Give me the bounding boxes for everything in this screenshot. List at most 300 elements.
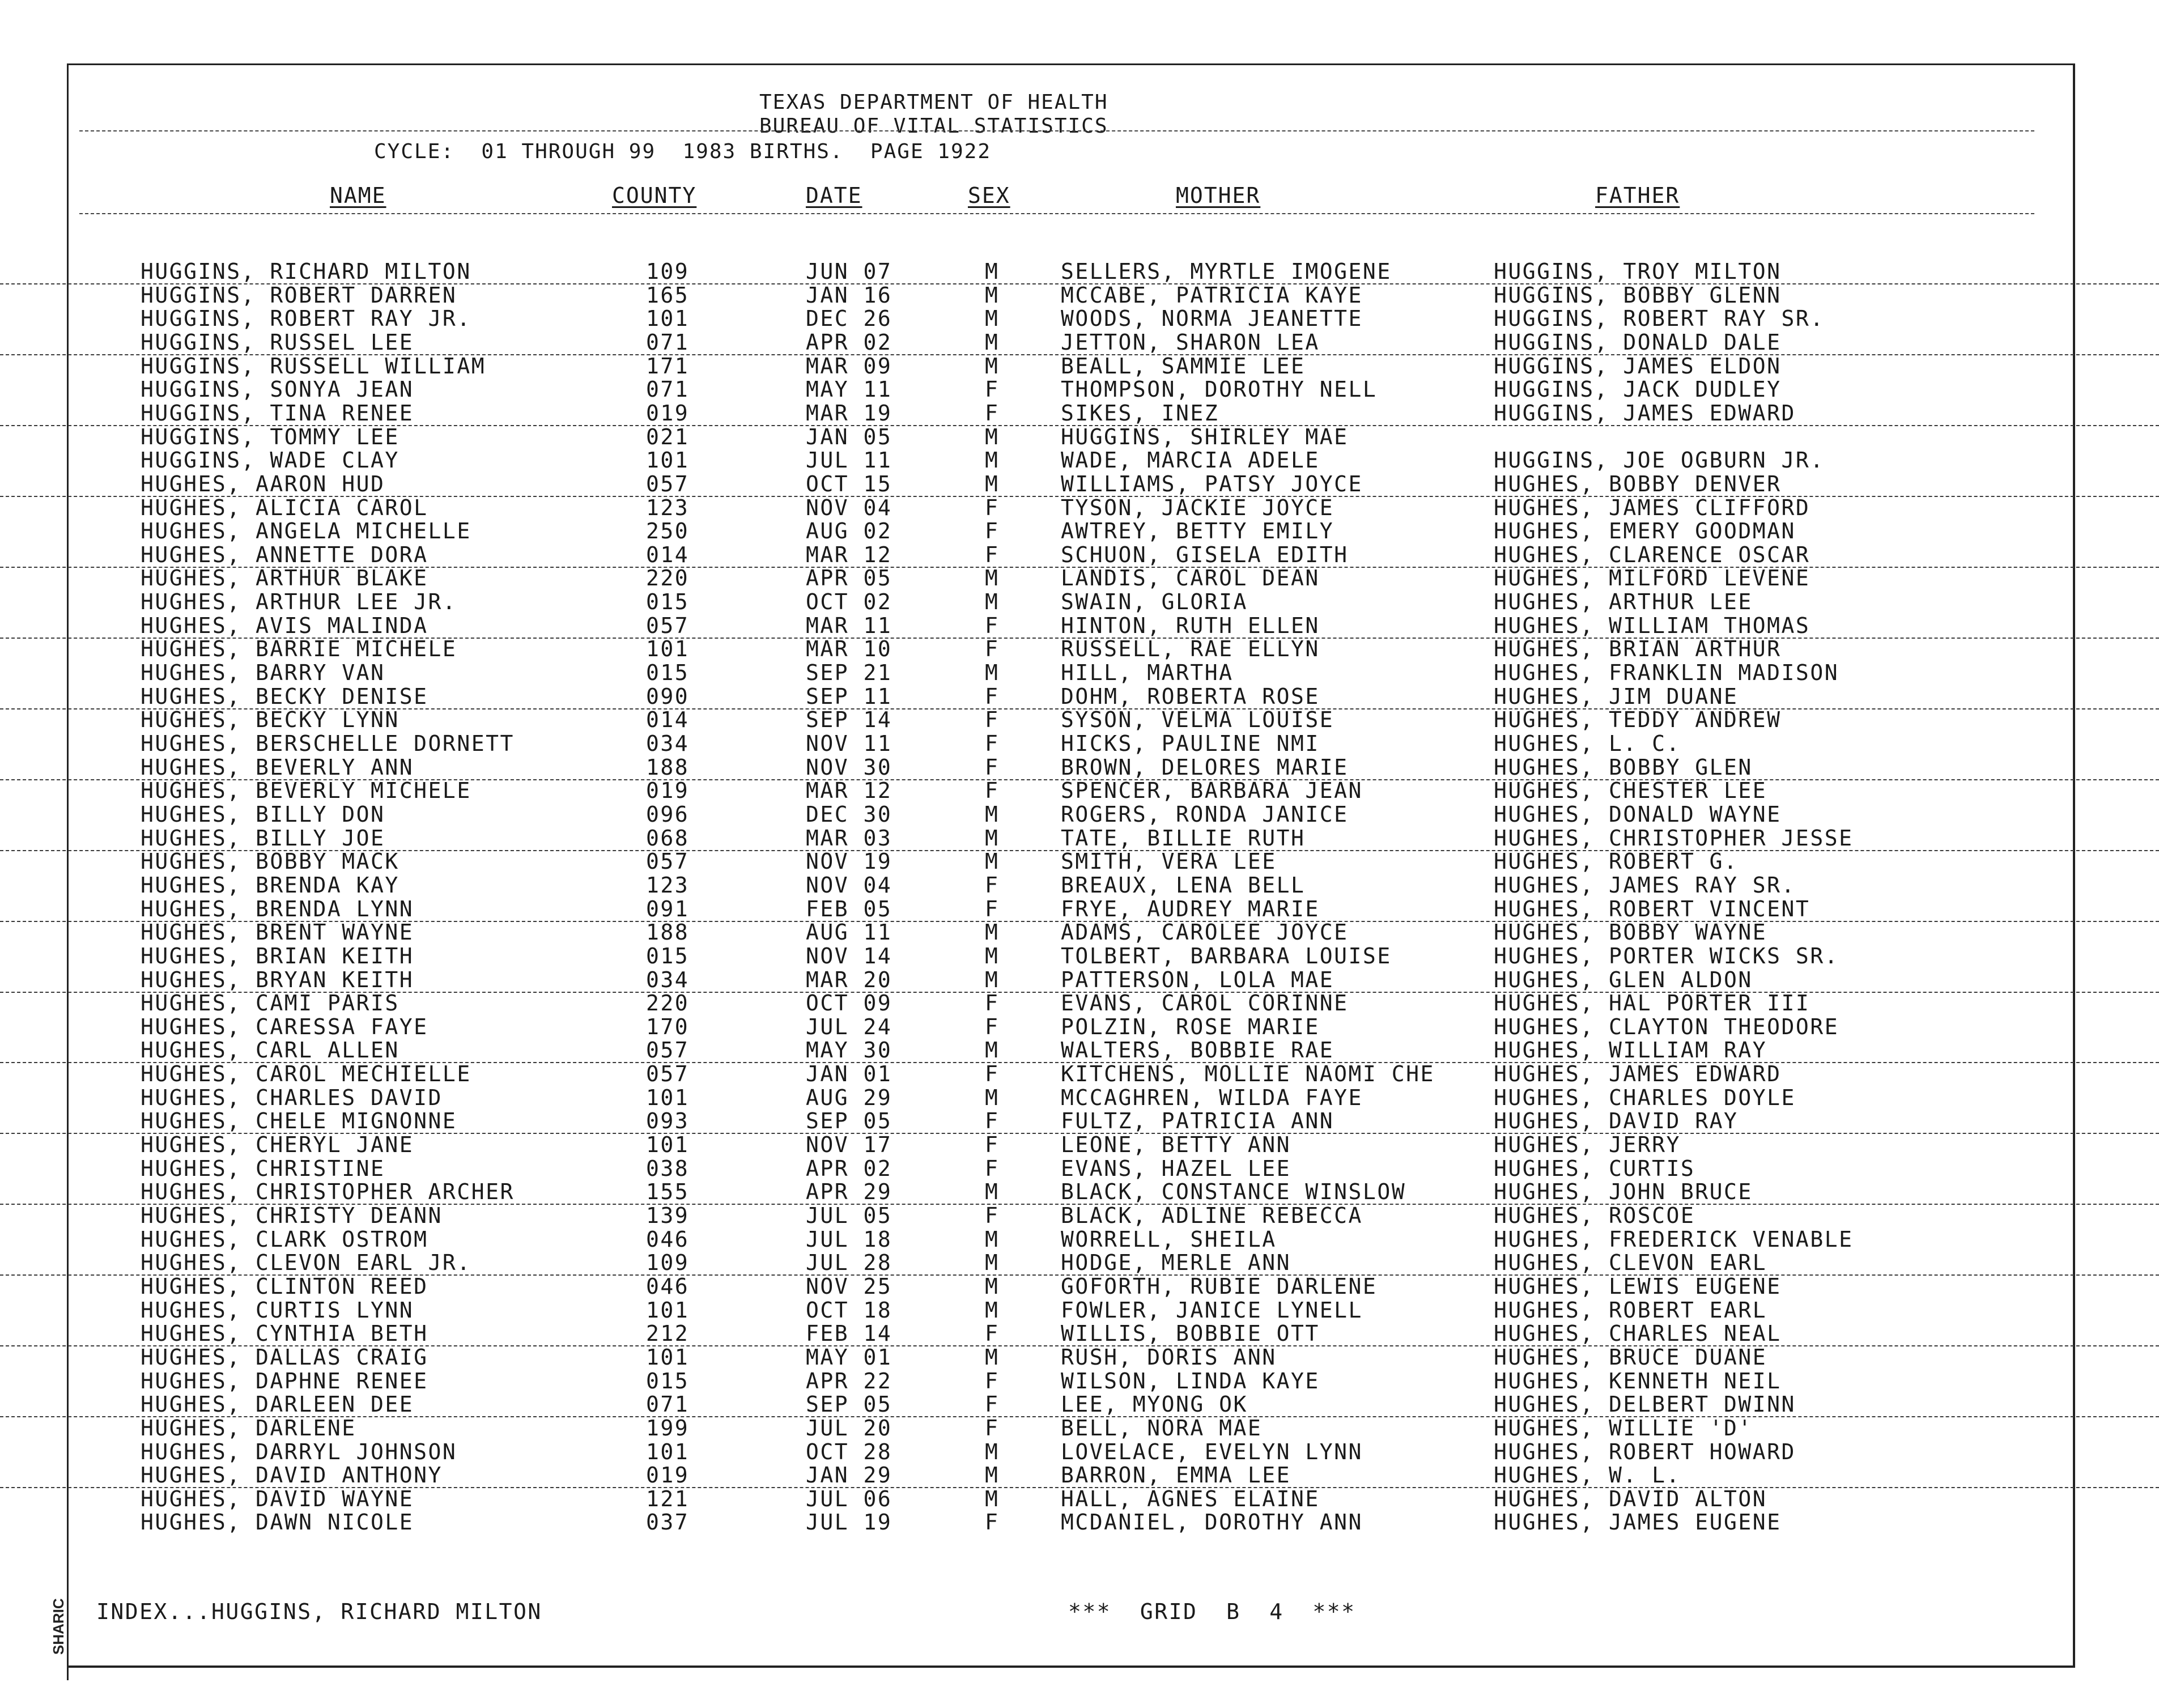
record-row [0, 354, 2159, 378]
record-mother: PATTERSON, LOLA MAE [1061, 967, 1334, 992]
column-header-mother: MOTHER [1176, 183, 1261, 208]
record-sex: M [985, 1227, 1000, 1252]
record-sex: M [985, 259, 1000, 284]
record-county: 071 [646, 377, 690, 402]
record-county: 171 [646, 354, 690, 379]
record-county: 038 [646, 1156, 690, 1181]
record-county: 220 [646, 991, 690, 1016]
record-row [0, 260, 2159, 284]
record-name: HUGHES, DARRYL JOHNSON [141, 1439, 457, 1464]
column-header-father: FATHER [1595, 183, 1680, 208]
record-sex: M [985, 283, 1000, 308]
record-sex: M [985, 826, 1000, 851]
record-row [0, 519, 2159, 543]
record-county: 014 [646, 542, 690, 567]
record-date: SEP 21 [806, 660, 892, 685]
record-date: AUG 02 [806, 519, 892, 543]
record-date: MAR 12 [806, 778, 892, 803]
record-father: HUGHES, JAMES EUGENE [1494, 1510, 1782, 1535]
record-mother: WADE, MARCIA ADELE [1061, 448, 1320, 473]
record-county: 101 [646, 1439, 690, 1464]
record-county: 015 [646, 944, 690, 968]
record-name: HUGHES, BARRY VAN [141, 660, 385, 685]
record-sex: M [985, 1085, 1000, 1110]
record-name: HUGHES, BEVERLY MICHELE [141, 778, 471, 803]
record-county: 096 [646, 802, 690, 827]
record-row [0, 920, 2159, 944]
record-row [0, 1416, 2159, 1440]
record-row [0, 472, 2159, 497]
record-father: HUGGINS, ROBERT RAY SR. [1494, 306, 1825, 331]
record-date: NOV 04 [806, 873, 892, 898]
index-footer: INDEX...HUGGINS, RICHARD MILTON [96, 1599, 542, 1624]
record-county: 170 [646, 1014, 690, 1039]
record-county: 199 [646, 1416, 690, 1441]
record-father: HUGHES, JAMES CLIFFORD [1494, 495, 1810, 520]
record-county: 015 [646, 660, 690, 685]
record-date: JAN 16 [806, 283, 892, 308]
record-date: APR 22 [806, 1369, 892, 1393]
record-date: APR 02 [806, 1156, 892, 1181]
record-sex: F [985, 1014, 1000, 1039]
record-mother: LEONE, BETTY ANN [1061, 1132, 1291, 1157]
record-father: HUGHES, DONALD WAYNE [1494, 802, 1782, 827]
record-mother: ROGERS, RONDA JANICE [1061, 802, 1349, 827]
record-row [0, 661, 2159, 685]
record-county: 101 [646, 1345, 690, 1370]
record-mother: MCCAGHREN, WILDA FAYE [1061, 1085, 1363, 1110]
record-father: HUGHES, FREDERICK VENABLE [1494, 1227, 1854, 1252]
record-row [0, 1298, 2159, 1322]
record-name: HUGHES, BECKY DENISE [141, 684, 428, 709]
record-name: HUGHES, BILLY DON [141, 802, 385, 827]
record-sex: M [985, 1486, 1000, 1511]
record-date: JUL 24 [806, 1014, 892, 1039]
record-date: JAN 05 [806, 424, 892, 449]
record-mother: HUGGINS, SHIRLEY MAE [1061, 424, 1349, 449]
record-sex: F [985, 707, 1000, 732]
record-row [0, 1510, 2159, 1534]
record-mother: SCHUON, GISELA EDITH [1061, 542, 1349, 567]
record-row [0, 873, 2159, 897]
record-county: 123 [646, 495, 690, 520]
record-mother: GOFORTH, RUBIE DARLENE [1061, 1274, 1378, 1299]
record-row [0, 1109, 2159, 1134]
record-sex: M [985, 944, 1000, 968]
record-county: 057 [646, 1061, 690, 1086]
record-date: JUL 06 [806, 1486, 892, 1511]
record-sex: F [985, 613, 1000, 638]
record-sex: M [985, 1345, 1000, 1370]
record-father: HUGHES, TEDDY ANDREW [1494, 707, 1782, 732]
record-date: MAR 20 [806, 967, 892, 992]
record-mother: HICKS, PAULINE NMI [1061, 731, 1320, 756]
record-sex: F [985, 1203, 1000, 1228]
record-row [0, 637, 2159, 661]
record-sex: M [985, 1038, 1000, 1063]
record-mother: HINTON, RUTH ELLEN [1061, 613, 1320, 638]
record-sex: M [985, 967, 1000, 992]
record-mother: ADAMS, CAROLEE JOYCE [1061, 920, 1349, 945]
record-father: HUGHES, BOBBY WAYNE [1494, 920, 1767, 945]
record-father: HUGHES, GLEN ALDON [1494, 967, 1753, 992]
record-father: HUGGINS, DONALD DALE [1494, 330, 1782, 355]
record-date: MAY 01 [806, 1345, 892, 1370]
record-date: SEP 14 [806, 707, 892, 732]
record-mother: TOLBERT, BARBARA LOUISE [1061, 944, 1392, 968]
record-county: 123 [646, 873, 690, 898]
record-date: MAR 12 [806, 542, 892, 567]
record-row [0, 1038, 2159, 1063]
record-date: NOV 14 [806, 944, 892, 968]
record-father: HUGHES, WILLIE 'D' [1494, 1416, 1753, 1441]
record-father: HUGHES, MILFORD LEVENE [1494, 566, 1810, 590]
record-sex: F [985, 377, 1000, 402]
record-father: HUGHES, WILLIAM THOMAS [1494, 613, 1810, 638]
record-father: HUGHES, BOBBY DENVER [1494, 471, 1782, 496]
record-county: 101 [646, 1298, 690, 1323]
record-name: HUGHES, CHRISTINE [141, 1156, 385, 1181]
record-mother: SPENCER, BARBARA JEAN [1061, 778, 1363, 803]
record-name: HUGHES, CYNTHIA BETH [141, 1321, 428, 1346]
record-name: HUGHES, BECKY LYNN [141, 707, 400, 732]
record-mother: BLACK, CONSTANCE WINSLOW [1061, 1179, 1406, 1204]
record-name: HUGGINS, RUSSELL WILLIAM [141, 354, 486, 379]
record-sex: M [985, 589, 1000, 614]
record-sex: M [985, 802, 1000, 827]
record-row [0, 1251, 2159, 1276]
agency-title: TEXAS DEPARTMENT OF HEALTH [759, 91, 1108, 114]
record-row [0, 732, 2159, 755]
record-row [0, 1369, 2159, 1393]
record-father: HUGHES, CHRISTOPHER JESSE [1494, 826, 1854, 851]
record-father: HUGHES, L. C. [1494, 731, 1681, 756]
record-mother: RUSSELL, RAE ELLYN [1061, 636, 1320, 661]
record-county: 019 [646, 1463, 690, 1488]
record-mother: TYSON, JACKIE JOYCE [1061, 495, 1334, 520]
record-row [0, 1274, 2159, 1298]
record-sex: M [985, 306, 1000, 331]
record-sex: M [985, 849, 1000, 874]
record-mother: WORRELL, SHEILA [1061, 1227, 1277, 1252]
record-sex: M [985, 566, 1000, 590]
record-sex: F [985, 1132, 1000, 1157]
record-date: AUG 29 [806, 1085, 892, 1110]
record-father: HUGHES, DAVID RAY [1494, 1108, 1739, 1133]
record-county: 093 [646, 1108, 690, 1133]
record-county: 015 [646, 589, 690, 614]
record-county: 037 [646, 1510, 690, 1535]
record-date: JAN 01 [806, 1061, 892, 1086]
record-mother: FOWLER, JANICE LYNELL [1061, 1298, 1363, 1323]
record-father: HUGHES, CHARLES NEAL [1494, 1321, 1782, 1346]
record-row [0, 377, 2159, 401]
record-row [0, 1487, 2159, 1511]
record-name: HUGHES, CARL ALLEN [141, 1038, 400, 1063]
record-county: 068 [646, 826, 690, 851]
record-mother: SWAIN, GLORIA [1061, 589, 1248, 614]
record-name: HUGHES, DAVID ANTHONY [141, 1463, 443, 1488]
record-sex: F [985, 401, 1000, 426]
record-row [0, 1180, 2159, 1205]
record-row [0, 897, 2159, 922]
column-header-county: COUNTY [612, 183, 697, 208]
record-mother: BARRON, EMMA LEE [1061, 1463, 1291, 1488]
record-row [0, 566, 2159, 590]
record-sex: M [985, 354, 1000, 379]
record-row [0, 496, 2159, 520]
record-father: HUGHES, JIM DUANE [1494, 684, 1739, 709]
record-row [0, 968, 2159, 993]
record-sex: F [985, 778, 1000, 803]
record-county: 021 [646, 424, 690, 449]
record-date: APR 29 [806, 1179, 892, 1204]
record-father: HUGHES, WILLIAM RAY [1494, 1038, 1767, 1063]
cycle-line: CYCLE: 01 THROUGH 99 1983 BIRTHS. PAGE 1922 [374, 140, 991, 163]
column-header-sex: SEX [968, 183, 1010, 208]
record-name: HUGHES, ARTHUR BLAKE [141, 566, 428, 590]
record-county: 034 [646, 967, 690, 992]
record-father: HUGHES, CLEVON EARL [1494, 1250, 1767, 1275]
record-date: FEB 05 [806, 897, 892, 921]
record-sex: F [985, 873, 1000, 898]
record-sex: F [985, 1061, 1000, 1086]
record-name: HUGHES, BRYAN KEITH [141, 967, 414, 992]
record-father: HUGHES, BOBBY GLEN [1494, 755, 1753, 780]
record-mother: DOHM, ROBERTA ROSE [1061, 684, 1320, 709]
record-mother: AWTREY, BETTY EMILY [1061, 519, 1334, 543]
record-father: HUGHES, HAL PORTER III [1494, 991, 1810, 1016]
record-county: 165 [646, 283, 690, 308]
record-name: HUGHES, ALICIA CAROL [141, 495, 428, 520]
record-county: 101 [646, 448, 690, 473]
record-father: HUGHES, LEWIS EUGENE [1494, 1274, 1782, 1299]
record-name: HUGHES, BARRIE MICHELE [141, 636, 457, 661]
record-row [0, 802, 2159, 826]
record-date: NOV 19 [806, 849, 892, 874]
record-county: 250 [646, 519, 690, 543]
record-date: NOV 30 [806, 755, 892, 780]
record-father: HUGHES, KENNETH NEIL [1494, 1369, 1782, 1393]
record-county: 057 [646, 471, 690, 496]
record-row [0, 330, 2159, 355]
record-name: HUGGINS, TINA RENEE [141, 401, 414, 426]
record-date: SEP 05 [806, 1392, 892, 1417]
record-sex: F [985, 495, 1000, 520]
record-sex: M [985, 1439, 1000, 1464]
record-name: HUGGINS, RICHARD MILTON [141, 259, 471, 284]
record-name: HUGHES, DARLEEN DEE [141, 1392, 414, 1417]
record-row [0, 283, 2159, 307]
record-date: JUL 19 [806, 1510, 892, 1535]
record-county: 019 [646, 401, 690, 426]
record-date: MAR 09 [806, 354, 892, 379]
record-mother: SELLERS, MYRTLE IMOGENE [1061, 259, 1392, 284]
record-mother: TATE, BILLIE RUTH [1061, 826, 1306, 851]
record-row [0, 1392, 2159, 1417]
record-name: HUGGINS, ROBERT RAY JR. [141, 306, 471, 331]
record-date: DEC 26 [806, 306, 892, 331]
record-mother: HODGE, MERLE ANN [1061, 1250, 1291, 1275]
record-mother: LOVELACE, EVELYN LYNN [1061, 1439, 1363, 1464]
record-sex: F [985, 1392, 1000, 1417]
record-row [0, 1086, 2159, 1110]
record-date: NOV 04 [806, 495, 892, 520]
record-date: JUL 18 [806, 1227, 892, 1252]
record-sex: F [985, 731, 1000, 756]
record-county: 019 [646, 778, 690, 803]
record-name: HUGGINS, TOMMY LEE [141, 424, 400, 449]
record-father: HUGHES, EMERY GOODMAN [1494, 519, 1796, 543]
record-name: HUGHES, CLARK OSTROM [141, 1227, 428, 1252]
record-mother: WALTERS, BOBBIE RAE [1061, 1038, 1334, 1063]
record-county: 090 [646, 684, 690, 709]
record-date: NOV 25 [806, 1274, 892, 1299]
record-date: JUL 20 [806, 1416, 892, 1441]
record-father: HUGHES, BRIAN ARTHUR [1494, 636, 1782, 661]
record-mother: HILL, MARTHA [1061, 660, 1234, 685]
record-name: HUGHES, AVIS MALINDA [141, 613, 428, 638]
record-name: HUGHES, AARON HUD [141, 471, 385, 496]
record-name: HUGHES, CHARLES DAVID [141, 1085, 443, 1110]
record-row [0, 1440, 2159, 1464]
record-name: HUGHES, ANGELA MICHELLE [141, 519, 471, 543]
record-sex: F [985, 1416, 1000, 1441]
record-row [0, 1227, 2159, 1251]
record-mother: WILLIS, BOBBIE OTT [1061, 1321, 1320, 1346]
record-father: HUGHES, DAVID ALTON [1494, 1486, 1767, 1511]
record-row [0, 1204, 2159, 1227]
record-row [0, 849, 2159, 873]
record-name: HUGGINS, ROBERT DARREN [141, 283, 457, 308]
record-row [0, 944, 2159, 968]
record-sex: F [985, 1156, 1000, 1181]
record-name: HUGHES, BERSCHELLE DORNETT [141, 731, 515, 756]
record-name: HUGHES, DALLAS CRAIG [141, 1345, 428, 1370]
record-mother: LANDIS, CAROL DEAN [1061, 566, 1320, 590]
record-date: MAR 11 [806, 613, 892, 638]
record-mother: WILLIAMS, PATSY JOYCE [1061, 471, 1363, 496]
record-date: JUL 28 [806, 1250, 892, 1275]
record-county: 212 [646, 1321, 690, 1346]
record-county: 188 [646, 920, 690, 945]
record-county: 015 [646, 1369, 690, 1393]
record-sex: M [985, 424, 1000, 449]
record-father: HUGHES, ROBERT EARL [1494, 1298, 1767, 1323]
record-date: SEP 11 [806, 684, 892, 709]
record-sex: F [985, 1369, 1000, 1393]
record-sex: F [985, 1321, 1000, 1346]
record-sex: F [985, 1510, 1000, 1535]
record-date: MAR 10 [806, 636, 892, 661]
record-county: 091 [646, 897, 690, 921]
record-sex: M [985, 1274, 1000, 1299]
record-mother: BELL, NORA MAE [1061, 1416, 1263, 1441]
record-father: HUGGINS, JACK DUDLEY [1494, 377, 1782, 402]
record-name: HUGGINS, SONYA JEAN [141, 377, 414, 402]
record-name: HUGHES, BRENDA KAY [141, 873, 400, 898]
record-name: HUGHES, CHRISTOPHER ARCHER [141, 1179, 515, 1204]
record-date: DEC 30 [806, 802, 892, 827]
record-date: AUG 11 [806, 920, 892, 945]
record-mother: SIKES, INEZ [1061, 401, 1219, 426]
record-mother: BREAUX, LENA BELL [1061, 873, 1306, 898]
record-mother: MCDANIEL, DOROTHY ANN [1061, 1510, 1363, 1535]
record-father: HUGHES, ROSCOE [1494, 1203, 1695, 1228]
record-row [0, 543, 2159, 568]
record-date: MAR 19 [806, 401, 892, 426]
record-row [0, 1322, 2159, 1346]
record-row [0, 614, 2159, 639]
record-date: FEB 14 [806, 1321, 892, 1346]
record-sex: M [985, 1250, 1000, 1275]
column-header-name: NAME [330, 183, 386, 208]
record-mother: RUSH, DORIS ANN [1061, 1345, 1277, 1370]
record-county: 057 [646, 613, 690, 638]
record-father: HUGHES, JAMES EDWARD [1494, 1061, 1782, 1086]
record-name: HUGHES, BRENT WAYNE [141, 920, 414, 945]
side-label: SHARIC [50, 1598, 67, 1655]
record-row [0, 1345, 2159, 1369]
record-mother: BLACK, ADLINE REBECCA [1061, 1203, 1363, 1228]
record-name: HUGHES, BILLY JOE [141, 826, 385, 851]
record-row [0, 1062, 2159, 1086]
record-father: HUGHES, ROBERT HOWARD [1494, 1439, 1796, 1464]
record-row [0, 826, 2159, 851]
record-sex: M [985, 448, 1000, 473]
record-county: 046 [646, 1227, 690, 1252]
record-row [0, 1015, 2159, 1039]
record-name: HUGHES, CHERYL JANE [141, 1132, 414, 1157]
record-county: 109 [646, 1250, 690, 1275]
record-father: HUGGINS, JOE OGBURN JR. [1494, 448, 1825, 473]
record-county: 139 [646, 1203, 690, 1228]
record-name: HUGHES, CARESSA FAYE [141, 1014, 428, 1039]
record-father: HUGHES, ROBERT VINCENT [1494, 897, 1810, 921]
record-father: HUGHES, BRUCE DUANE [1494, 1345, 1767, 1370]
record-sex: M [985, 330, 1000, 355]
record-row [0, 685, 2159, 709]
record-date: MAY 30 [806, 1038, 892, 1063]
record-date: JAN 29 [806, 1463, 892, 1488]
record-father: HUGGINS, JAMES EDWARD [1494, 401, 1796, 426]
record-father: HUGHES, DELBERT DWINN [1494, 1392, 1796, 1417]
record-mother: BROWN, DELORES MARIE [1061, 755, 1349, 780]
record-name: HUGHES, CLINTON REED [141, 1274, 428, 1299]
record-sex: F [985, 991, 1000, 1016]
record-mother: POLZIN, ROSE MARIE [1061, 1014, 1320, 1039]
record-mother: HALL, AGNES ELAINE [1061, 1486, 1320, 1511]
record-name: HUGHES, DAVID WAYNE [141, 1486, 414, 1511]
record-county: 046 [646, 1274, 690, 1299]
record-father: HUGHES, CHESTER LEE [1494, 778, 1767, 803]
record-sex: M [985, 920, 1000, 945]
record-date: NOV 17 [806, 1132, 892, 1157]
record-name: HUGHES, BEVERLY ANN [141, 755, 414, 780]
record-mother: WILSON, LINDA KAYE [1061, 1369, 1320, 1393]
record-date: JUL 11 [806, 448, 892, 473]
record-sex: F [985, 542, 1000, 567]
record-county: 071 [646, 1392, 690, 1417]
record-mother: SMITH, VERA LEE [1061, 849, 1277, 874]
record-mother: FRYE, AUDREY MARIE [1061, 897, 1320, 921]
record-father: HUGGINS, JAMES ELDON [1494, 354, 1782, 379]
record-row [0, 991, 2159, 1015]
record-date: SEP 05 [806, 1108, 892, 1133]
record-date: APR 05 [806, 566, 892, 590]
record-row [0, 401, 2159, 426]
record-sex: F [985, 755, 1000, 780]
